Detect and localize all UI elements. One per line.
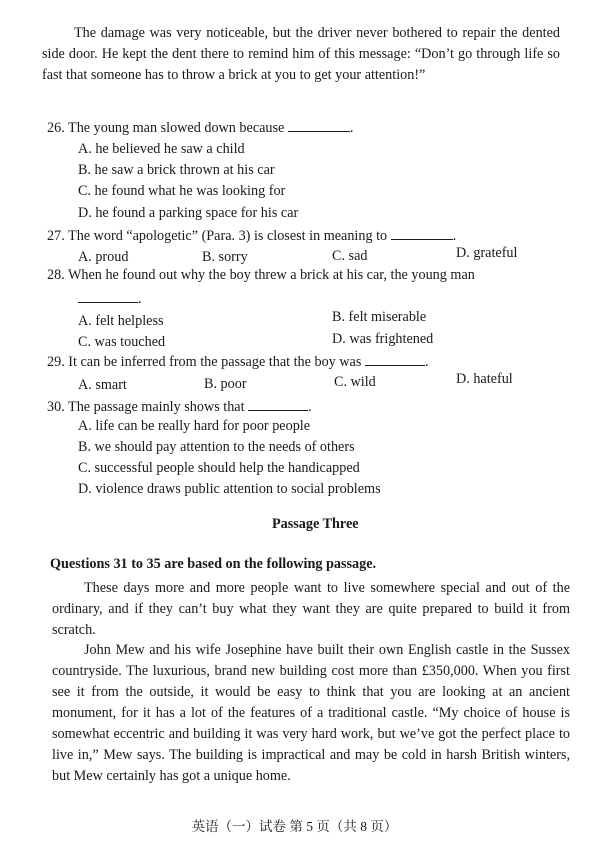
option-26-b: B. he saw a brick thrown at his car xyxy=(78,162,275,178)
question-stem-end: . xyxy=(138,291,142,307)
answer-blank xyxy=(78,288,138,303)
page-footer: 英语（一）试卷 第 5 页（共 8 页） xyxy=(191,819,398,834)
question-stem-end: . xyxy=(349,120,354,136)
question-stem-end: . xyxy=(452,228,457,244)
option-27-a: A. proud xyxy=(78,249,129,265)
answer-blank xyxy=(248,396,308,411)
question-stem-end: . xyxy=(308,399,312,415)
instructions: Questions 31 to 35 are based on the following passage. xyxy=(50,556,377,572)
question-28-blank-line xyxy=(78,288,142,310)
option-27-c: C. sad xyxy=(332,248,368,264)
option-29-a: A. smart xyxy=(78,377,127,393)
answer-blank xyxy=(391,225,453,240)
answer-blank xyxy=(365,351,425,366)
option-30-a: A. life can be really hard for poor people xyxy=(78,418,311,434)
question-stem-end: . xyxy=(424,354,429,370)
option-28-a: A. felt helpless xyxy=(78,313,164,329)
option-28-c: C. was touched xyxy=(78,334,166,350)
option-29-b: B. poor xyxy=(204,376,247,392)
question-26-stem xyxy=(47,117,353,139)
passage-paragraph-1: These days more and more people want to live somewhere special and out of the ordinary, and if they can’t buy what they want they are quite prepared to build it from scratch. xyxy=(52,580,570,638)
option-30-b: B. we should pay attention to the needs of others xyxy=(78,439,355,455)
option-27-b: B. sorry xyxy=(202,249,248,265)
option-27-d: D. grateful xyxy=(456,245,518,261)
section-title: Passage Three xyxy=(272,516,359,532)
question-stem-text: 26. The young man slowed down because xyxy=(47,120,285,136)
option-28-b: B. felt miserable xyxy=(332,309,427,325)
question-stem-text: 28. When he found out why the boy threw a brick at his car, the young man xyxy=(47,267,475,283)
question-27-stem xyxy=(47,225,456,247)
option-30-d: D. violence draws public attention to social problems xyxy=(78,481,381,497)
option-30-c: C. successful people should help the handicapped xyxy=(78,460,360,476)
question-29-stem xyxy=(47,351,428,373)
option-26-d: D. he found a parking space for his car xyxy=(78,205,299,221)
option-29-d: D. hateful xyxy=(456,371,513,387)
option-26-c: C. he found what he was looking for xyxy=(78,183,286,199)
question-28-stem xyxy=(47,265,475,286)
answer-blank xyxy=(288,117,350,132)
question-stem-text: 29. It can be inferred from the passage that the boy was xyxy=(47,354,362,370)
option-29-c: C. wild xyxy=(334,374,376,390)
option-28-d: D. was frightened xyxy=(332,331,434,347)
question-30-stem xyxy=(47,396,312,418)
option-26-a: A. he believed he saw a child xyxy=(78,141,245,157)
passage-paragraph-2: John Mew and his wife Josephine have built their own English castle in the Sussex countryside. The luxurious, brand new building cost more than £350,000. When you first see it from the outside, it would be easy to think that you are looking at an ancient monument, for it has a lot of the features of a traditional castle. “My choice of house is somewhat eccentric and building it was very hard work, but we’ve got the perfect place to live in,” Mew says. The building is impractical and may be cold in harsh British winters, but Mew certainly has got a unique home. xyxy=(52,642,570,784)
question-stem-text: 30. The passage mainly shows that xyxy=(47,399,245,415)
intro-paragraph: The damage was very noticeable, but the driver never bothered to repair the dented side door. He kept the dent there to remind him of this message: “Don’t go through life so fast that someone has to throw a brick at you to get your attention!” xyxy=(42,25,560,83)
question-stem-text: 27. The word “apologetic” (Para. 3) is closest in meaning to xyxy=(47,228,388,244)
